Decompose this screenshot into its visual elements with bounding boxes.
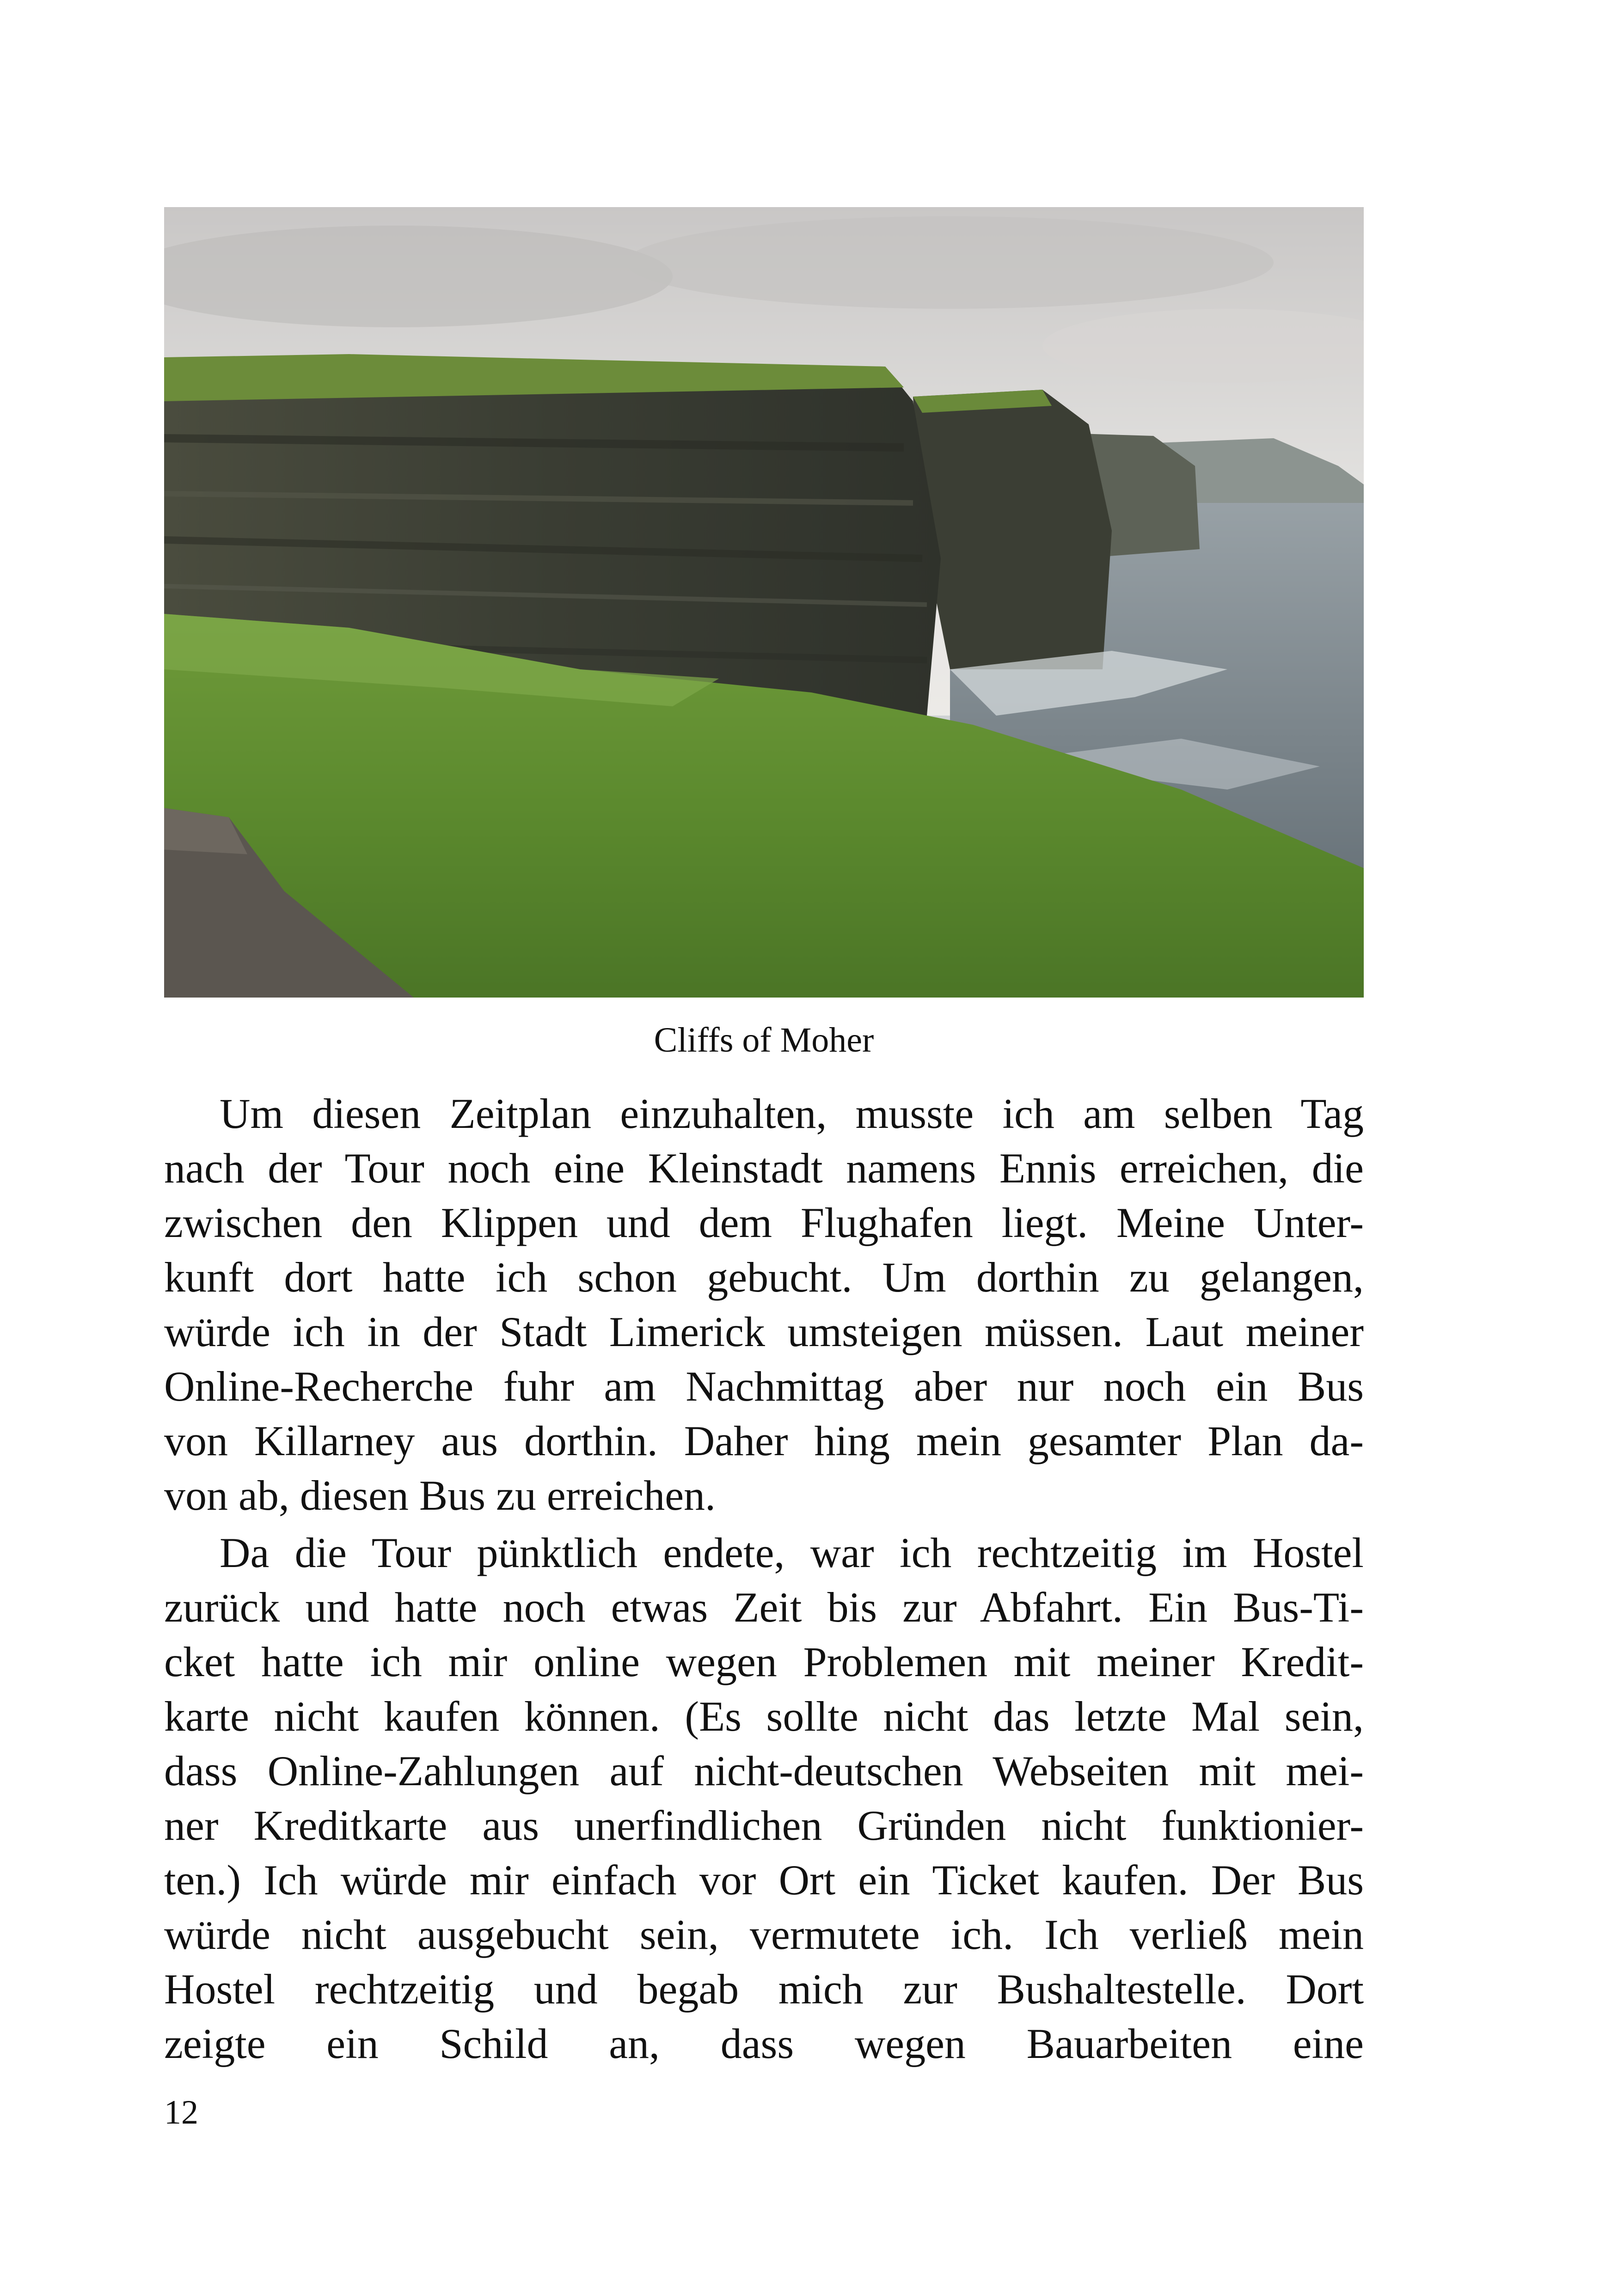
text-line: zurück und hatte noch etwas Zeit bis zur Abfahrt. Ein Bus-Ti-: [164, 1584, 1364, 1631]
text-line: von ab, diesen Bus zu erreichen.: [164, 1472, 716, 1519]
figure-caption: Cliffs of Moher: [654, 1021, 874, 1059]
text-line: Online-Recherche fuhr am Nachmittag aber nur noch ein Bus: [164, 1363, 1364, 1410]
text-line: von Killarney aus dorthin. Daher hing mein gesamter Plan da-: [164, 1417, 1364, 1464]
text-line: würde ich in der Stadt Limerick umsteigen müssen. Laut meiner: [164, 1308, 1364, 1355]
paragraph-1: [164, 1086, 1364, 1523]
text-line: dass Online-Zahlungen auf nicht-deutschen Webseiten mit mei-: [164, 1747, 1364, 1794]
text-line: ner Kreditkarte aus unerfindlichen Gründen nicht funktionier-: [164, 1802, 1364, 1849]
text-line: cket hatte ich mir online wegen Problemen mit meiner Kredit-: [164, 1638, 1364, 1685]
cliffs-photo: [164, 207, 1364, 998]
text-line: würde nicht ausgebucht sein, vermutete ich. Ich verließ mein: [164, 1911, 1364, 1958]
page-number: 12: [164, 2094, 198, 2131]
text-line: nach der Tour noch eine Kleinstadt namens Ennis erreichen, die: [164, 1145, 1364, 1192]
text-line: ten.) Ich würde mir einfach vor Ort ein Ticket kaufen. Der Bus: [164, 1856, 1364, 1904]
text-line: Hostel rechtzeitig und begab mich zur Bushaltestelle. Dort: [164, 1965, 1364, 2013]
text-line: Da die Tour pünktlich endete, war ich rechtzeitig im Hostel: [220, 1529, 1364, 1576]
text-line: Um diesen Zeitplan einzuhalten, musste ich am selben Tag: [220, 1090, 1364, 1137]
paragraph-2: [164, 1525, 1364, 2071]
text-line: zwischen den Klippen und dem Flughafen liegt. Meine Unter-: [164, 1199, 1364, 1246]
cliffs-photo-illustration: [164, 207, 1364, 998]
text-line: kunft dort hatte ich schon gebucht. Um dorthin zu gelangen,: [164, 1254, 1364, 1301]
text-line: zeigte ein Schild an, dass wegen Bauarbeiten eine: [164, 2020, 1364, 2067]
text-line: karte nicht kaufen können. (Es sollte nicht das letzte Mal sein,: [164, 1693, 1364, 1740]
